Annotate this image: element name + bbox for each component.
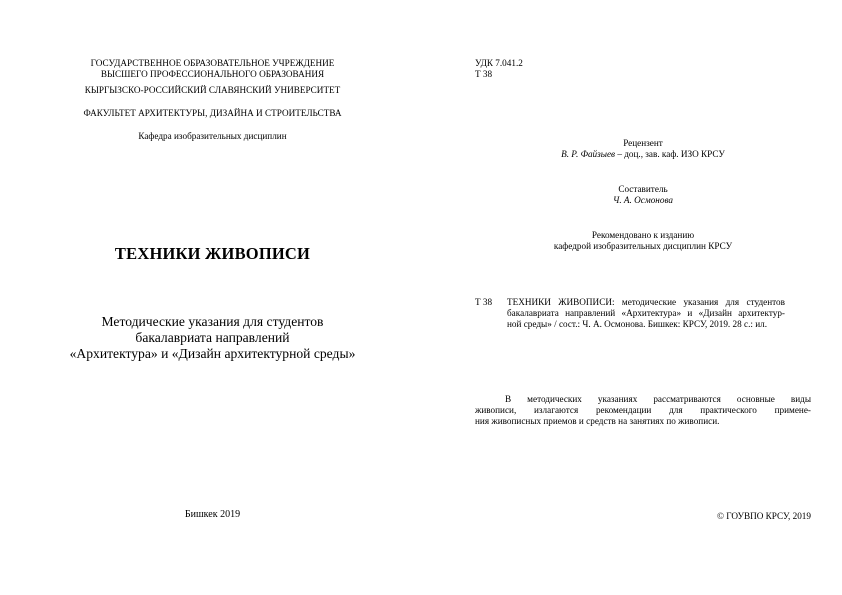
compiler-block xyxy=(475,184,811,206)
university-name: КЫРГЫЗСКО-РОССИЙСКИЙ СЛАВЯНСКИЙ УНИВЕРСИТЕТ xyxy=(84,85,341,95)
subtitle-line-3: «Архитектура» и «Дизайн архитектурной среды» xyxy=(69,346,356,361)
biblio-line-2: бакалавриата направлений «Архитектура» и «Дизайн архитектур- xyxy=(507,308,785,318)
reviewer-role: – доц., зав. каф. ИЗО КРСУ xyxy=(615,149,725,159)
department-name: Кафедра изобразительных дисциплин xyxy=(138,131,287,141)
subtitle-line-2: бакалавриата направлений xyxy=(135,330,290,345)
reviewer-block xyxy=(475,138,811,160)
abstract-line-1: В методических указаниях рассматриваются основные виды xyxy=(505,394,811,404)
abstract xyxy=(475,394,811,427)
biblio-line-3: ной среды» / сост.: Ч. А. Осмонова. Бишкек: КРСУ, 2019. 28 с.: ил. xyxy=(507,319,768,329)
biblio-code: Т 38 xyxy=(475,297,493,307)
institution-line-1: ГОСУДАРСТВЕННОЕ ОБРАЗОВАТЕЛЬНОЕ УЧРЕЖДЕНИЕ xyxy=(90,58,335,68)
compiler-label: Составитель xyxy=(618,184,668,194)
institution-line-2: ВЫСШЕГО ПРОФЕССИОНАЛЬНОГО ОБРАЗОВАНИЯ xyxy=(100,69,325,79)
recommendation-block xyxy=(475,230,811,252)
subtitle-line-1: Методические указания для студентов xyxy=(101,314,324,329)
udk-index xyxy=(475,58,523,80)
compiler-name: Ч. А. Осмонова xyxy=(613,195,673,205)
copyright: © ГОУВПО КРСУ, 2019 xyxy=(716,511,811,521)
udk-code: УДК 7.041.2 xyxy=(475,58,523,68)
reviewer-line xyxy=(475,149,811,160)
institution-header xyxy=(40,58,385,80)
book-subtitle xyxy=(30,314,395,362)
abstract-line-3: ния живописных приемов и средств на занятиях по живописи. xyxy=(475,416,720,426)
right-page xyxy=(421,0,842,595)
reviewer-name: В. Р. Файзыев xyxy=(561,149,616,159)
bibliographic-description xyxy=(507,297,785,330)
author-mark: Т 38 xyxy=(475,69,493,79)
abstract-line-2: живописи, излагаются рекомендации для практического примене- xyxy=(475,405,811,415)
book-title: ТЕХНИКИ ЖИВОПИСИ xyxy=(114,244,311,263)
reviewer-label: Рецензент xyxy=(623,138,663,148)
biblio-line-1: ТЕХНИКИ ЖИВОПИСИ: методические указания для студентов xyxy=(507,297,785,307)
city-year: Бишкек 2019 xyxy=(184,509,241,520)
recommended-line-1: Рекомендовано к изданию xyxy=(591,230,695,240)
faculty-name: ФАКУЛЬТЕТ АРХИТЕКТУРЫ, ДИЗАЙНА И СТРОИТЕЛЬСТВА xyxy=(83,108,342,118)
recommended-line-2: кафедрой изобразительных дисциплин КРСУ xyxy=(553,241,733,251)
